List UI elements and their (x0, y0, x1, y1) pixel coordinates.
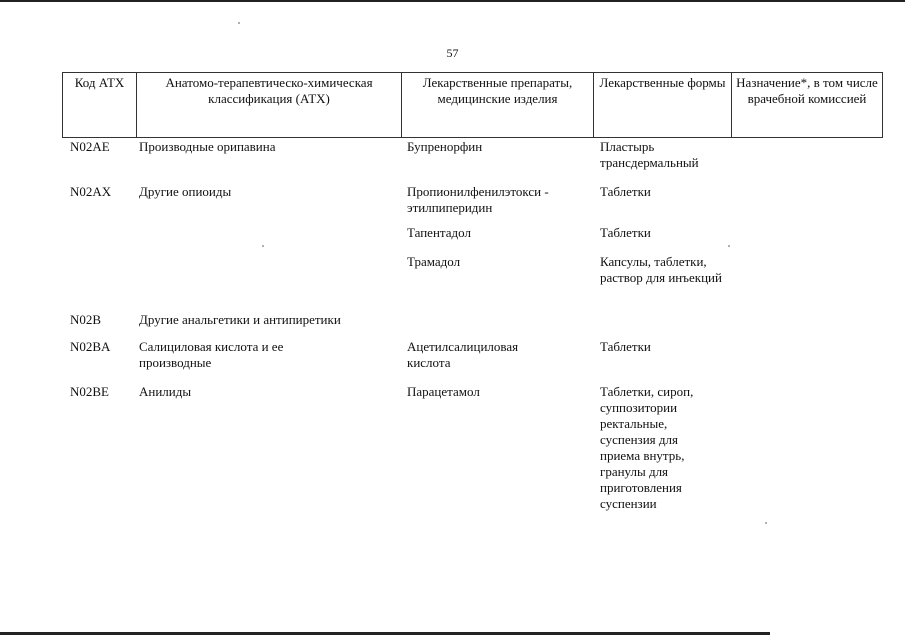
top-rule (0, 0, 905, 2)
row-drug: Ацетилсалициловая кислота (407, 339, 519, 370)
header-code-atx: Код АТХ (63, 73, 137, 138)
row-drug: Тапентадол (407, 225, 471, 240)
row-code: N02AE (70, 139, 110, 154)
row-form: Таблетки (600, 339, 651, 354)
scan-speck (262, 245, 264, 247)
row-class: Производные орипавина (139, 139, 276, 154)
row-form: Таблетки, сироп, суппозитории ректальные, суспензия для приема внутрь, гранулы для приготовления суспензии (600, 384, 694, 511)
row-code: N02AX (70, 184, 112, 199)
row-form: Капсулы, таблетки, раствор для инъекций (600, 254, 722, 285)
row-class: Другие анальгетики и антипиретики (139, 312, 341, 327)
row-class: Салициловая кислота и ее производные (139, 339, 284, 370)
bottom-rule (0, 632, 770, 635)
row-class: Другие опиоиды (139, 184, 232, 199)
header-drugs: Лекарственные препараты, медицинские изделия (402, 73, 594, 138)
row-form: Таблетки (600, 225, 651, 240)
scan-speck (238, 22, 240, 24)
row-form: Таблетки (600, 184, 651, 199)
scan-speck (765, 522, 767, 524)
row-code: N02BE (70, 384, 109, 399)
row-class: Анилиды (139, 384, 192, 399)
row-drug: Бупренорфин (407, 139, 483, 154)
header-prescription: Назначение*, в том числе врачебной комиссией (732, 73, 883, 138)
row-drug: Парацетамол (407, 384, 480, 399)
row-drug: Трамадол (407, 254, 461, 269)
row-code: N02BA (70, 339, 111, 354)
table-header (62, 72, 883, 138)
row-form: Пластырь трансдермальный (600, 139, 699, 170)
header-dosage-forms: Лекарственные формы (594, 73, 732, 138)
page-number: 57 (446, 46, 459, 60)
header-atx-classification: Анатомо-терапевтическо-химическая классификация (АТХ) (137, 73, 402, 138)
row-code: N02B (70, 312, 102, 327)
row-drug: Пропионилфенилэтокси - этилпиперидин (407, 184, 549, 215)
scan-speck (728, 245, 730, 247)
